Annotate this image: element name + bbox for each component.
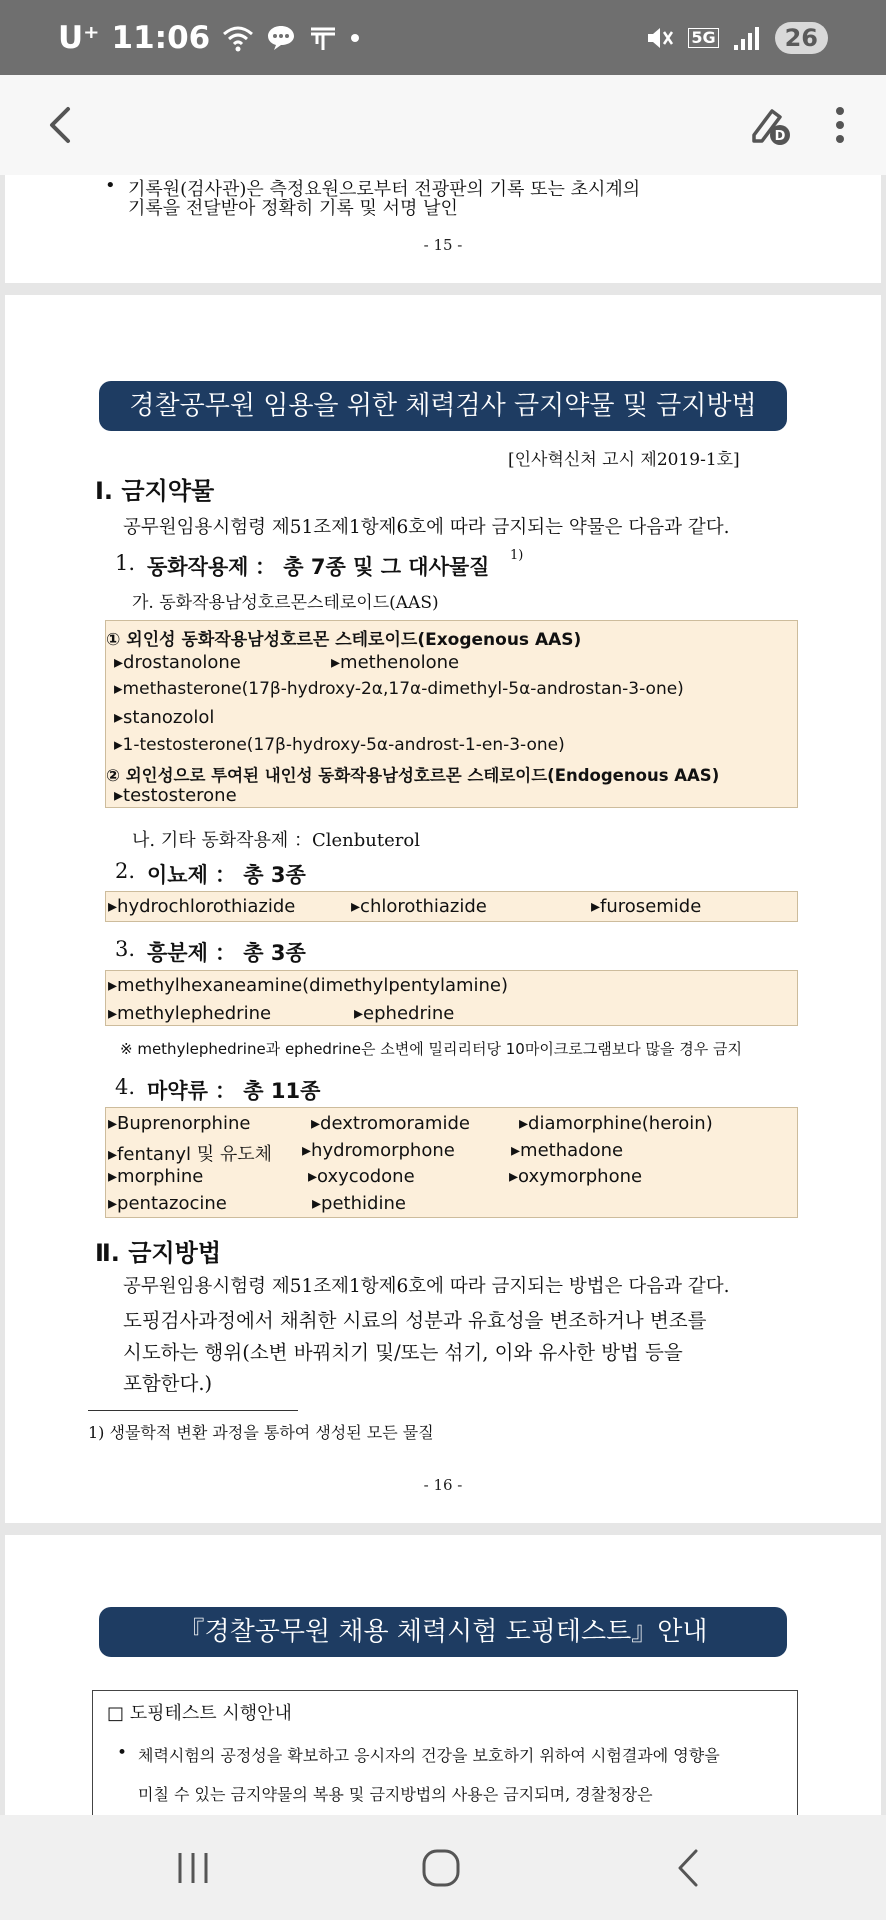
footnote-divider <box>88 1410 298 1411</box>
section2-text-line-2: 시도하는 행위(소변 바꿔치기 및/또는 섞기, 이와 유사한 방법 등을 <box>123 1341 683 1364</box>
back-icon[interactable] <box>672 1847 704 1889</box>
network-5g-label: 5G <box>688 28 718 48</box>
bullet: • <box>105 175 116 196</box>
list-item: ▸morphine <box>108 1166 204 1187</box>
list-item: ▸methenolone <box>331 652 460 673</box>
page-number: - 15 - <box>423 236 463 254</box>
battery-level: 26 <box>775 22 828 54</box>
section2-heading: Ⅱ. 금지방법 <box>95 1239 222 1267</box>
list-item: ▸drostanolone <box>114 652 241 673</box>
list-item: ▸1-testosterone(17β-hydroxy-5α-androst-1-en-3-one) <box>114 735 565 755</box>
back-arrow-icon[interactable] <box>40 103 84 147</box>
list-item: ▸methylephedrine <box>108 1003 272 1024</box>
list-item: ▸pethidine <box>312 1193 406 1214</box>
list-item: ▸hydrochlorothiazide <box>108 896 296 917</box>
notice-line-2: 미칠 수 있는 금지약물의 복용 및 금지방법의 사용은 금지되며, 경찰청장은 <box>138 1785 653 1804</box>
section1-heading: Ⅰ. 금지약물 <box>95 477 215 505</box>
cat3-name: 흥분제 <box>147 941 208 965</box>
message-icon <box>266 24 296 52</box>
cat1-sub-a: 가. 동화작용남성호르몬스테로이드(AAS) <box>132 593 439 613</box>
narcotics-box <box>105 1107 798 1218</box>
list-item: ▸hydromorphone <box>302 1140 455 1161</box>
signal-icon <box>733 25 761 51</box>
bullet: • <box>117 1743 128 1763</box>
cat4-count: ： 총 11종 <box>215 1079 321 1103</box>
list-item: ▸ephedrine <box>354 1003 455 1024</box>
aas-list-box <box>105 620 798 808</box>
page15-text-line-1: 기록원(검사관)은 측정요원으로부터 전광판의 기록 또는 초시계의 <box>128 179 641 200</box>
footnote: 1) 생물학적 변환 과정을 통하여 생성된 모든 물질 <box>88 1423 434 1442</box>
section1-intro: 공무원임용시험령 제51조제1항제6호에 따라 금지되는 약물은 다음과 같다. <box>123 517 730 538</box>
list-item: ▸testosterone <box>114 785 237 806</box>
page-16 <box>5 295 881 1523</box>
list-item: ▸methylhexaneamine(dimethylpentylamine) <box>108 975 509 996</box>
svg-text:D: D <box>774 129 786 144</box>
list-item: ▸oxymorphone <box>509 1166 643 1187</box>
app-bar <box>0 75 886 175</box>
page-number: - 16 - <box>423 1476 463 1494</box>
page-15 <box>5 175 881 283</box>
list-item: ▸chlorothiazide <box>351 896 487 917</box>
section2-text-line-1: 도핑검사과정에서 채취한 시료의 성분과 유효성을 변조하거나 변조를 <box>123 1309 707 1332</box>
cat1-sub-b: 나. 기타 동화작용제 ：Clenbuterol <box>132 830 420 851</box>
page15-text-line-2: 기록을 전달받아 정확히 기록 및 서명 날인 <box>128 198 458 219</box>
checkbox-label: □ 도핑테스트 시행안내 <box>107 1703 292 1724</box>
page17-title: 『경찰공무원 채용 체력시험 도핑테스트』안내 <box>99 1607 787 1657</box>
navigation-bar <box>0 1815 886 1920</box>
notice-box <box>92 1690 798 1815</box>
list-item: ▸Buprenorphine <box>108 1113 251 1134</box>
page16-title: 경찰공무원 임용을 위한 체력검사 금지약물 및 금지방법 <box>99 381 787 431</box>
wifi-icon <box>222 24 254 52</box>
stimulant-note: ※ methylephedrine과 ephedrine은 소변에 밀리리터당 10마이크로그램보다 많을 경우 금지 <box>120 1040 742 1058</box>
stimulants-box <box>105 970 798 1026</box>
section2-text-line-3: 포함한다.) <box>123 1372 213 1395</box>
cat3-count: ： 총 3종 <box>215 941 306 965</box>
cat3-prefix: 3. <box>115 937 136 961</box>
list-item: ▸fentanyl 및 유도체 <box>108 1144 273 1165</box>
section2-intro: 공무원임용시험령 제51조제1항제6호에 따라 금지되는 방법은 다음과 같다. <box>123 1276 730 1297</box>
cat2-name: 이뇨제 <box>147 863 208 887</box>
cat2-count: ： 총 3종 <box>215 863 306 887</box>
list-item: ▸stanozolol <box>114 707 215 728</box>
list-item: ▸furosemide <box>591 896 702 917</box>
more-vertical-icon[interactable] <box>822 103 858 147</box>
footnote-mark: 1) <box>510 548 524 563</box>
dot-icon <box>350 33 360 43</box>
diuretics-box <box>105 891 798 922</box>
list-item: ▸dextromoramide <box>311 1113 470 1134</box>
list-item: ▸methadone <box>511 1140 624 1161</box>
endogenous-title: ② 외인성으로 투여된 내인성 동화작용남성호르몬 스테로이드(Endogenous AAS) <box>106 766 720 785</box>
cat1-name: 동화작용제 <box>147 555 249 579</box>
document-view[interactable] <box>0 175 886 1815</box>
cat1-count: ： 총 7종 및 그 대사물질 <box>255 555 490 579</box>
mute-icon <box>644 23 674 53</box>
cat1-prefix: 1. <box>115 551 136 575</box>
draw-icon[interactable] <box>746 101 794 149</box>
list-item: ▸diamorphine(heroin) <box>519 1113 713 1134</box>
exogenous-title: ① 외인성 동화작용남성호르몬 스테로이드(Exogenous AAS) <box>106 630 582 650</box>
notice-line-1: 체력시험의 공정성을 확보하고 응시자의 건강을 보호하기 위하여 시험결과에 영향을 <box>138 1746 720 1765</box>
page-17 <box>5 1535 881 1815</box>
recent-apps-icon[interactable] <box>172 1849 214 1887</box>
t-app-icon <box>308 24 338 52</box>
cat2-prefix: 2. <box>115 859 136 883</box>
home-icon[interactable] <box>420 1847 462 1889</box>
cat4-name: 마약류 <box>147 1079 208 1103</box>
carrier-label: U⁺ <box>58 20 100 56</box>
list-item: ▸pentazocine <box>108 1193 227 1214</box>
notice-reference: [인사혁신처 고시 제2019-1호] <box>508 450 740 470</box>
status-bar <box>0 0 886 75</box>
cat4-prefix: 4. <box>115 1075 136 1099</box>
list-item: ▸oxycodone <box>308 1166 415 1187</box>
list-item: ▸methasterone(17β-hydroxy-2α,17α-dimethyl-5α-androstan-3-one) <box>114 679 684 699</box>
clock: 11:06 <box>111 20 211 56</box>
